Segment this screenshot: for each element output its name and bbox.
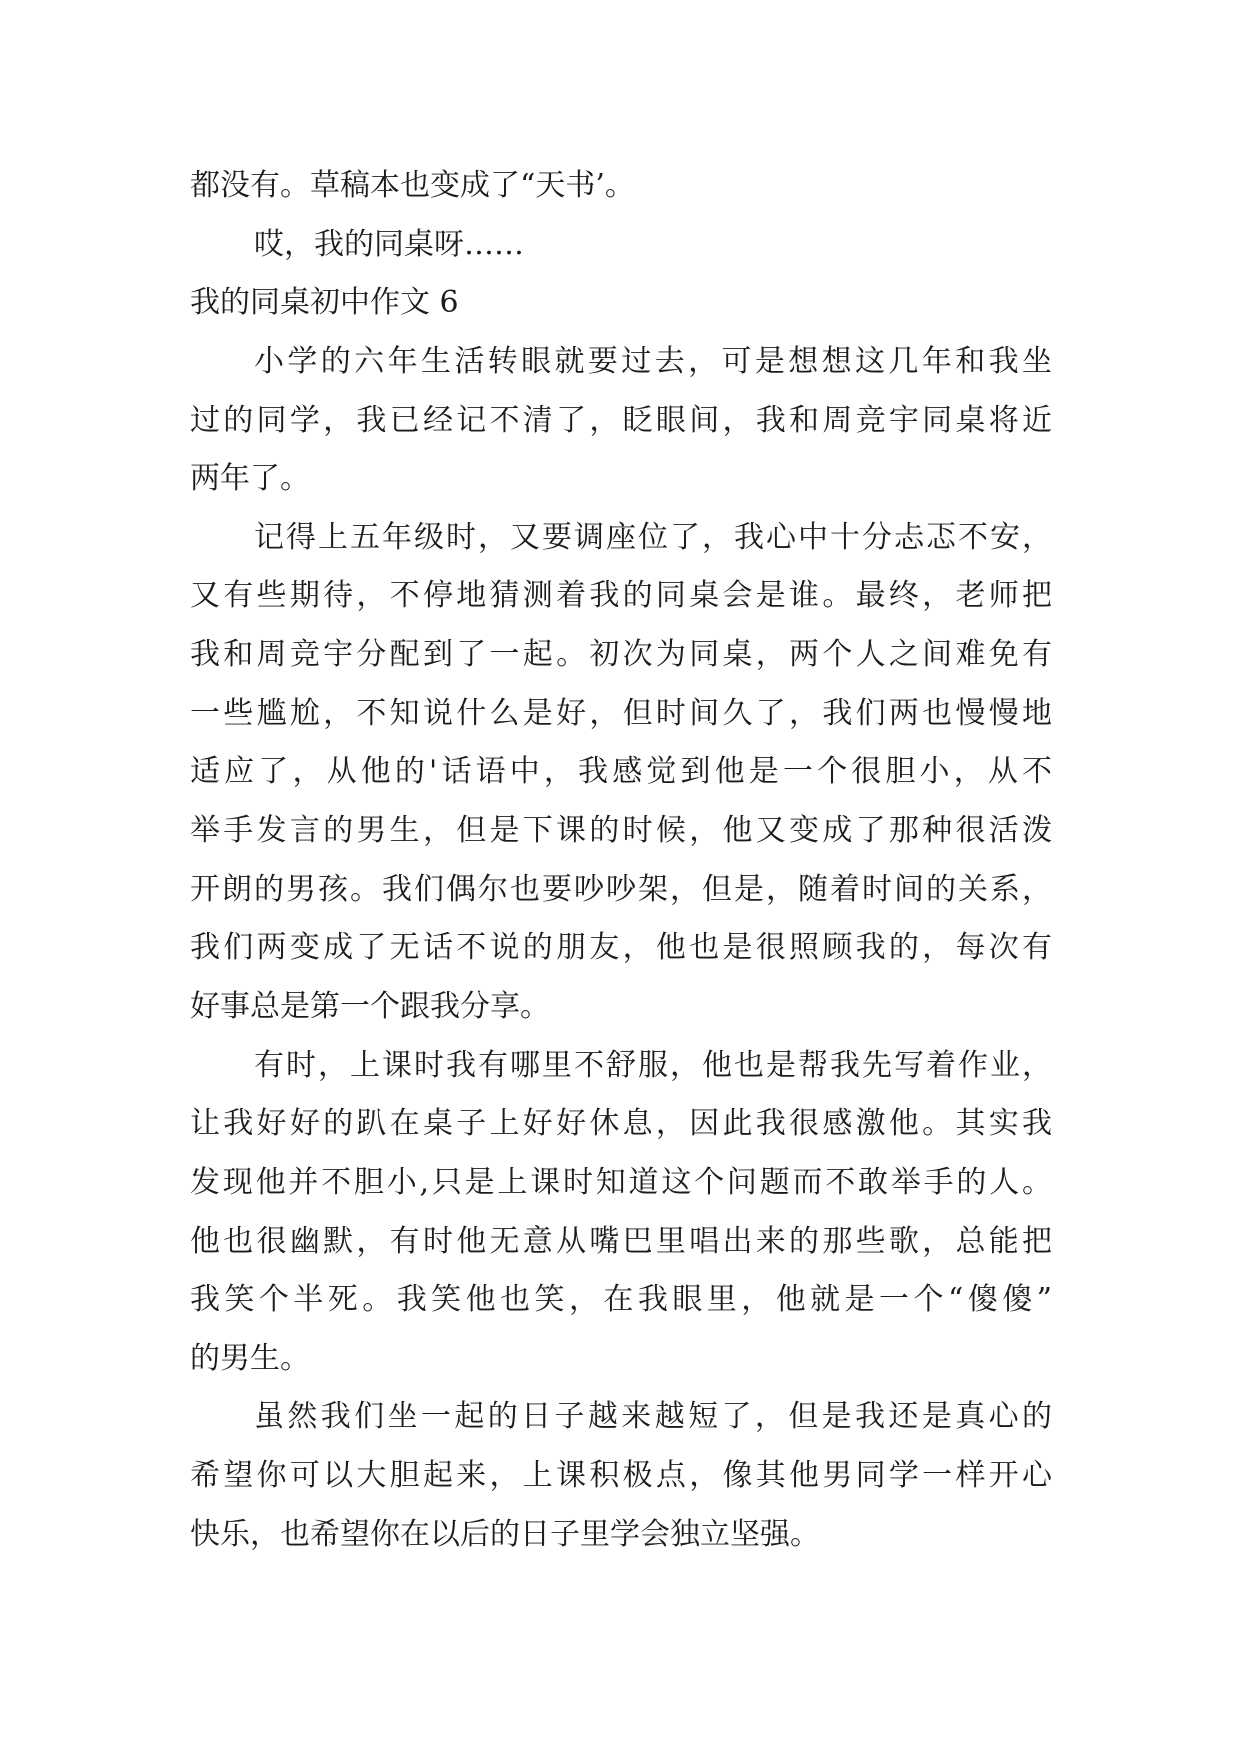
essay-title: 我的同桌初中作文 6	[190, 285, 459, 321]
text-line: 记得上五年级时，又要调座位了，我心中十分忐忑不安，	[254, 519, 1052, 555]
text-line: 我们两变成了无话不说的朋友，他也是很照顾我的，每次有	[190, 930, 1052, 966]
paragraph	[190, 1388, 1052, 1564]
closing-line: 哎，我的同桌呀……	[254, 226, 524, 262]
text-line: 我和周竞宇分配到了一起。初次为同桌，两个人之间难免有	[190, 637, 1052, 673]
text-line: 快乐，也希望你在以后的日子里学会独立坚强。	[190, 1516, 820, 1552]
text-line: 举手发言的男生，但是下课的时候，他又变成了那种很活泼	[190, 813, 1052, 849]
text-line: 一些尴尬，不知说什么是好，但时间久了，我们两也慢慢地	[190, 695, 1052, 731]
paragraph	[190, 509, 1052, 1037]
text-line: 他也很幽默，有时他无意从嘴巴里唱出来的那些歌，总能把	[190, 1223, 1052, 1259]
text-line: 虽然我们坐一起的日子越来越短了，但是我还是真心的	[254, 1399, 1052, 1435]
text-line: 小学的六年生活转眼就要过去，可是想想这几年和我坐	[254, 343, 1052, 379]
text-line: 适应了，从他的'话语中，我感觉到他是一个很胆小，从不	[190, 754, 1052, 790]
paragraph	[190, 1037, 1052, 1389]
text-line: 的男生。	[190, 1340, 310, 1376]
text-line: 好事总是第一个跟我分享。	[190, 988, 550, 1024]
previous-essay-ending	[190, 157, 1052, 274]
text-line: 过的同学，我已经记不清了，眨眼间，我和周竞宇同桌将近	[190, 402, 1052, 438]
text-line: 希望你可以大胆起来，上课积极点，像其他男同学一样开心	[190, 1458, 1052, 1494]
document-page	[190, 157, 1052, 1564]
paragraph	[190, 333, 1052, 509]
text-line: 都没有。草稿本也变成了“天书’。	[190, 168, 635, 203]
text-line: 我笑个半死。我笑他也笑，在我眼里，他就是一个“傻傻”	[190, 1282, 1052, 1318]
text-line: 发现他并不胆小,只是上课时知道这个问题而不敢举手的人。	[190, 1164, 1052, 1200]
text-line: 有时，上课时我有哪里不舒服，他也是帮我先写着作业，	[254, 1047, 1052, 1083]
text-line: 又有些期待，不停地猜测着我的同桌会是谁。最终，老师把	[190, 578, 1052, 614]
text-line: 让我好好的趴在桌子上好好休息，因此我很感激他。其实我	[190, 1106, 1052, 1142]
text-line: 两年了。	[190, 461, 310, 497]
text-line: 开朗的男孩。我们偶尔也要吵吵架，但是，随着时间的关系，	[190, 871, 1052, 907]
